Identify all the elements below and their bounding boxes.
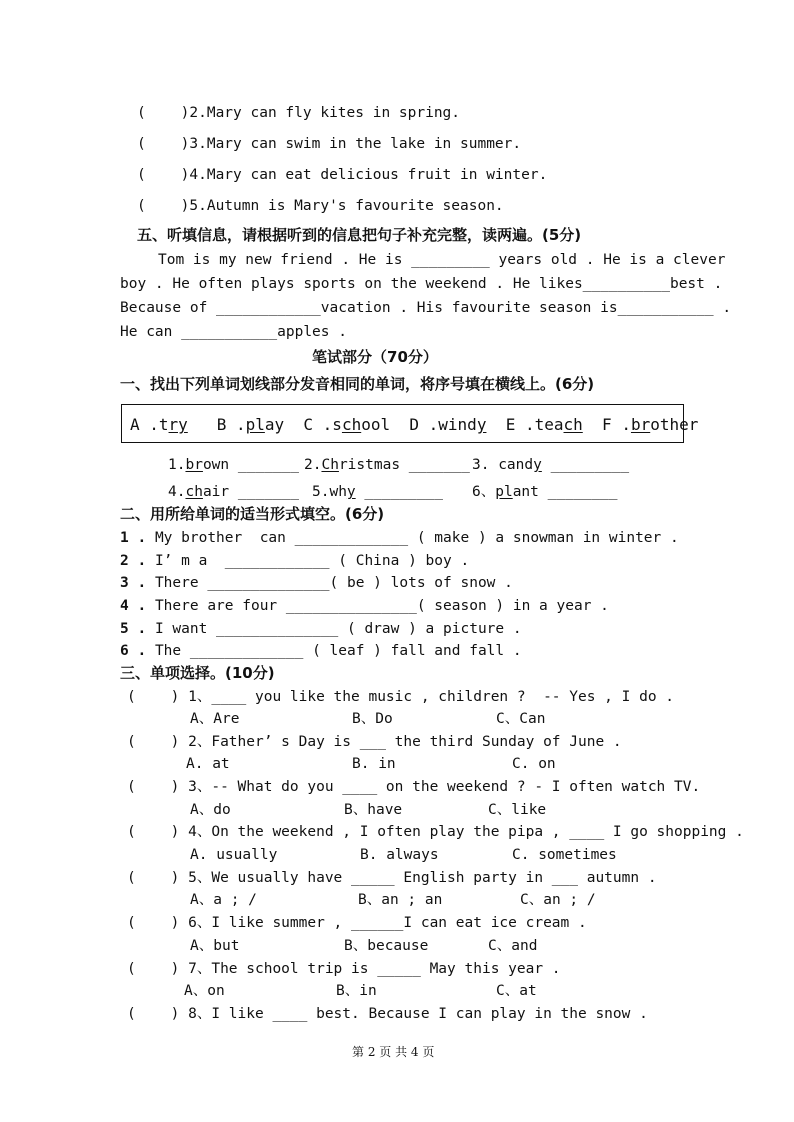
page-number: 第 2 页 共 4 页 [352, 1045, 435, 1059]
listen-item [137, 166, 547, 184]
section-heading: 三、单项选择。(10分) [120, 664, 275, 682]
mc-option-c[interactable]: C. on [512, 756, 556, 772]
passage-line[interactable]: boy . He often plays sports on the weekend . He likes__________best . [120, 276, 723, 292]
mc-option-b[interactable]: B、because [344, 938, 429, 954]
phonics-item[interactable]: 6、plant ________ [472, 484, 618, 500]
passage-line[interactable]: Tom is my new friend . He is _________ years old . He is a clever [158, 252, 726, 268]
phonics-item[interactable]: 2.Christmas _______ [304, 457, 470, 473]
section-heading: 二、用所给单词的适当形式填空。(6分) [120, 505, 385, 523]
option-b: B .play [216, 415, 285, 434]
passage-line[interactable]: Because of ____________vacation . His favourite season is___________ . [120, 300, 732, 316]
mc-question[interactable]: ( ) 2、Father’ s Day is ___ the third Sunday of June . [127, 734, 622, 750]
option-f: F .brother [602, 415, 699, 434]
answer-paren[interactable]: ( ) [137, 136, 190, 152]
mc-option-a[interactable]: A、on [184, 983, 225, 999]
mc-option-a[interactable]: A、a ; / [190, 892, 257, 908]
mc-question[interactable]: ( ) 8、I like ____ best. Because I can play in the snow . [127, 1006, 648, 1022]
answer-paren[interactable]: ( ) [137, 105, 190, 121]
mc-option-a[interactable]: A、but [190, 938, 240, 954]
mc-option-a[interactable]: A、Are [190, 711, 240, 727]
fill-item[interactable]: 1 . My brother can _____________ ( make ) a snowman in winter . [120, 530, 679, 546]
statement-text: 3.Mary can swim in the lake in summer. [189, 136, 522, 152]
answer-paren[interactable]: ( ) [137, 167, 190, 183]
option-a: A .try [130, 415, 188, 434]
mc-option-a[interactable]: A. usually [190, 847, 278, 863]
mc-option-c[interactable]: C、at [496, 983, 537, 999]
phonics-item[interactable]: 5.why _________ [312, 484, 443, 500]
listen-item [137, 197, 504, 215]
mc-option-b[interactable]: B、an ; an [358, 892, 443, 908]
mc-option-b[interactable]: B、have [344, 802, 403, 818]
mc-option-c[interactable]: C、like [488, 802, 547, 818]
mc-question[interactable]: ( ) 5、We usually have _____ English party in ___ autumn . [127, 870, 657, 886]
phonics-item[interactable]: 3. candy _________ [472, 457, 630, 473]
mc-option-b[interactable]: B. in [352, 756, 396, 772]
mc-question[interactable]: ( ) 7、The school trip is _____ May this year . [127, 961, 561, 977]
mc-option-c[interactable]: C. sometimes [512, 847, 617, 863]
fill-item[interactable]: 5 . I want ______________ ( draw ) a picture . [120, 621, 522, 637]
mc-question[interactable]: ( ) 4、On the weekend , I often play the pipa , ____ I go shopping . [127, 824, 744, 840]
answer-paren[interactable]: ( ) [137, 198, 190, 214]
mc-option-c[interactable]: C、Can [496, 711, 546, 727]
mc-question[interactable]: ( ) 6、I like summer , ______I can eat ice cream . [127, 915, 587, 931]
section-heading: 一、找出下列单词划线部分发音相同的单词，将序号填在横线上。(6分) [120, 375, 595, 393]
word-options [130, 415, 698, 435]
statement-text: 5.Autumn is Mary's favourite season. [189, 198, 504, 214]
word-options-box [121, 404, 699, 443]
mc-option-c[interactable]: C、an ; / [520, 892, 596, 908]
fill-item[interactable]: 3 . There ______________( be ) lots of snow . [120, 575, 513, 591]
fill-item[interactable]: 2 . I’ m a ____________ ( China ) boy . [120, 553, 470, 569]
mc-option-b[interactable]: B. always [360, 847, 439, 863]
statement-text: 2.Mary can fly kites in spring. [189, 105, 461, 121]
written-part-title: 笔试部分（70分） [312, 348, 438, 366]
fill-item[interactable]: 4 . There are four _______________( season ) in a year . [120, 598, 609, 614]
phonics-item[interactable]: 4.chair _______ [168, 484, 299, 500]
fill-item[interactable]: 6 . The _____________ ( leaf ) fall and fall . [120, 643, 522, 659]
mc-question[interactable]: ( ) 1、____ you like the music , children ? -- Yes , I do . [127, 689, 675, 705]
phonics-item[interactable]: 1.brown _______ [168, 457, 299, 473]
option-c: C .school [303, 415, 391, 434]
mc-option-b[interactable]: B、in [336, 983, 377, 999]
mc-option-a[interactable]: A、do [190, 802, 231, 818]
statement-text: 4.Mary can eat delicious fruit in winter. [189, 167, 548, 183]
section-heading: 五、听填信息，请根据听到的信息把句子补充完整，读两遍。(5分) [137, 226, 582, 244]
mc-option-c[interactable]: C、and [488, 938, 538, 954]
option-d: D .windy [409, 415, 487, 434]
passage-line[interactable]: He can ___________apples . [120, 324, 347, 340]
listen-item [137, 135, 521, 153]
mc-option-a[interactable]: A. at [186, 756, 230, 772]
mc-option-b[interactable]: B、Do [352, 711, 393, 727]
mc-question[interactable]: ( ) 3、-- What do you ____ on the weekend ? - I often watch TV. [127, 779, 701, 795]
option-e: E .teach [505, 415, 583, 434]
listen-item [137, 104, 460, 122]
